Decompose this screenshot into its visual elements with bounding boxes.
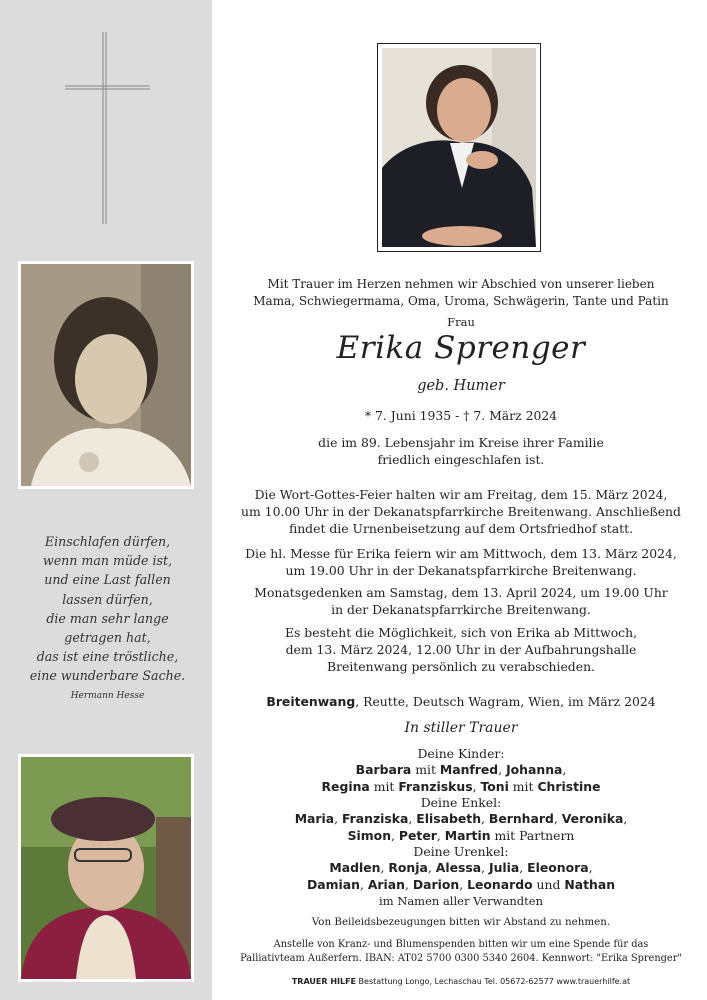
name-bold: Simon [347,828,392,843]
title-label: Frau [447,315,475,329]
footer-brand: TRAUER HILFE [291,977,357,986]
poem-line: lassen dürfen, [62,591,153,607]
poem-line: getragen hat, [64,630,151,646]
ceremony-line: Die Wort-Gottes-Feier halten wir am Freitag, dem 15. März 2024, [254,487,668,502]
connector: , [588,860,593,875]
grandchildren-line [230,827,692,844]
age-line: friedlich eingeschlafen ist. [377,452,545,467]
connector: , [459,877,468,892]
age-line: die im 89. Lebensjahr im Kreise ihrer Familie [318,435,604,450]
name-bold: Franziska [342,811,409,826]
life-dates: * 7. Juni 1935 - † 7. März 2024 [364,408,558,423]
poem-author: Hermann Hesse [70,690,145,701]
mass-line: um 19.00 Uhr in der Dekanatspfarrkirche Breitenwang. [285,563,637,578]
condolence-note: Von Beileidsbezeugungen bitten wir Abstand zu nehmen. [311,916,611,928]
name-bold: Elisabeth [416,811,482,826]
connector: , [562,762,567,777]
cross-icon [60,30,154,226]
poem-line: die man sehr lange [46,610,169,626]
name-bold: Barbara [355,762,412,777]
connector: , [408,811,417,826]
connector: , [436,828,445,843]
place-rest: , Reutte, Deutsch Wagram, Wien, im März 2024 [355,694,656,709]
intro-line: Mit Trauer im Herzen nehmen wir Abschied von unserer lieben [267,277,655,291]
poem-line: wenn man müde ist, [42,553,173,569]
name-bold: Darion [412,877,460,892]
mass-line: Die hl. Messe für Erika feiern wir am Mittwoch, dem 13. März 2024, [245,546,677,561]
sidebar [0,0,212,1000]
name-bold: Alessa [435,860,482,875]
name-bold: Martin [444,828,491,843]
poem-line: eine wunderbare Sache. [29,668,186,684]
name-bold: Leonardo [467,877,533,892]
grandchildren-line [230,810,692,827]
portrait-elderly-photo [18,754,194,982]
poem-line: das ist eine tröstliche, [36,649,179,665]
poem-line: Einschlafen dürfen, [44,534,171,549]
connector: , [334,811,342,826]
name-bold: Nathan [564,877,616,892]
poem-line: und eine Last fallen [44,572,171,588]
connector: , [553,811,562,826]
grandchildren-label: Deine Enkel: [420,795,502,810]
connector: , [380,860,389,875]
great-grandchildren-line [230,859,692,876]
intro-line: Mama, Schwiegermama, Oma, Uroma, Schwägerin, Tante und Patin [253,294,669,308]
portrait-main-photo [377,43,541,252]
connector: , [481,811,489,826]
connector: , [404,877,413,892]
relatives-line: im Namen aller Verwandten [379,894,543,908]
name-bold: Julia [488,860,520,875]
connector: , [472,779,481,794]
connector: mit Partnern [490,828,575,843]
connector: , [481,860,489,875]
name-bold: Regina [321,779,370,794]
connector: mit [369,779,399,794]
donation-line: Palliativteam Außerfern. IBAN: AT02 5700 0300 5340 2604. Kennwort: "Erika Sprenger" [240,953,682,964]
farewell-line: Breitenwang persönlich zu verabschieden. [326,659,595,674]
great-grandchildren-line [230,876,692,893]
name-bold: Bernhard [488,811,554,826]
name-bold: Arian [367,877,405,892]
ceremony-line: um 10.00 Uhr in der Dekanatspfarrkirche Breitenwang. Anschließend [241,504,681,519]
farewell-line: Es besteht die Möglichkeit, sich von Erika ab Mittwoch, [284,625,638,640]
memorial-line: Monatsgedenken am Samstag, dem 13. April 2024, um 19.00 Uhr [254,585,668,600]
name-bold: Peter [398,828,437,843]
connector: und [532,877,565,892]
name-bold: Eleonora [527,860,589,875]
children-line [230,761,692,778]
place-bold: Breitenwang [266,694,356,709]
name-bold: Franziskus [398,779,473,794]
name-bold: Maria [294,811,335,826]
born-name: geb. Humer [417,378,505,394]
name-bold: Veronika [561,811,624,826]
connector: , [359,877,368,892]
name-bold: Ronja [388,860,428,875]
mourners-heading: In stiller Trauer [404,720,518,736]
connector: , [519,860,528,875]
footer-text: Bestattung Longo, Lechaschau Tel. 05672-62577 www.trauerhilfe.at [356,977,631,986]
footer [230,977,692,986]
deceased-name: Erika Sprenger [336,330,586,366]
connector: mit [508,779,538,794]
name-bold: Toni [480,779,509,794]
name-bold: Damian [306,877,360,892]
name-bold: Christine [537,779,601,794]
poem [20,532,195,706]
place-date-line [230,693,692,710]
connector: , [498,762,507,777]
children-line [230,778,692,795]
connector: , [427,860,436,875]
ceremony-line: findet die Urnenbeisetzung auf dem Ortsfriedhof statt. [288,521,634,536]
connector: , [623,811,628,826]
name-bold: Johanna [506,762,563,777]
connector: , [391,828,399,843]
portrait-young-photo [18,261,194,489]
name-bold: Manfred [439,762,499,777]
connector: mit [411,762,440,777]
donation-line: Anstelle von Kranz- und Blumenspenden bitten wir um eine Spende für das [273,939,649,950]
farewell-line: dem 13. März 2024, 12.00 Uhr in der Aufbahrungshalle [285,642,637,657]
name-bold: Madlen [329,860,381,875]
memorial-line: in der Dekanatspfarrkirche Breitenwang. [331,602,591,617]
children-label: Deine Kinder: [417,746,505,761]
great-grandchildren-label: Deine Urenkel: [413,844,509,859]
